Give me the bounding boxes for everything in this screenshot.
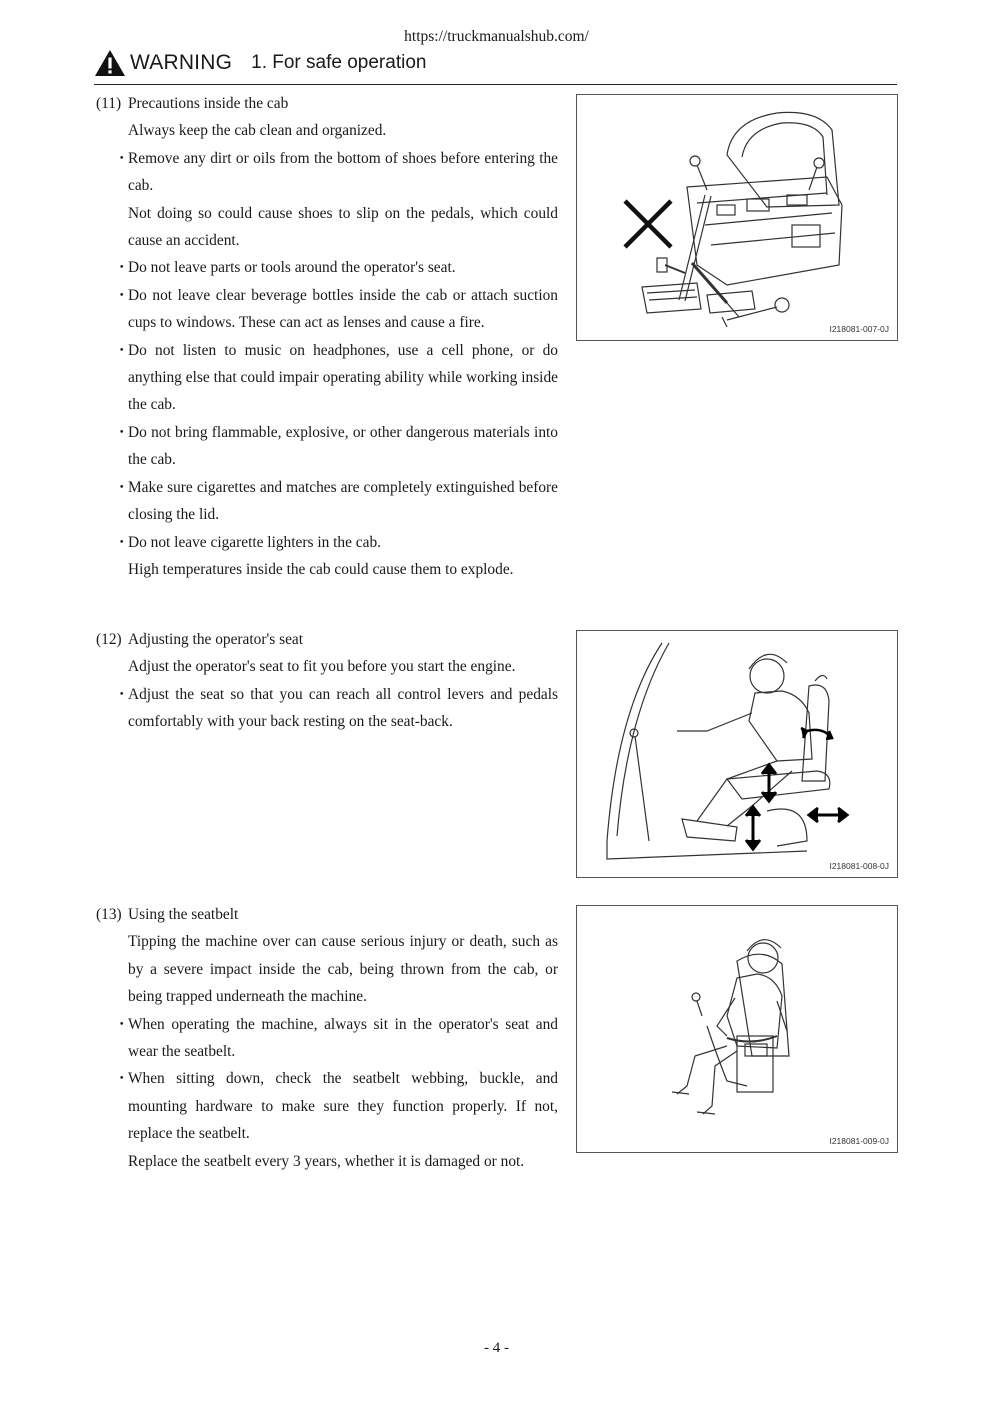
bullet-note: High temperatures inside the cab could cause them to explode. <box>128 560 514 578</box>
bullet-item <box>114 282 558 337</box>
bullet-mark: ・ <box>114 259 130 277</box>
bullet-item <box>114 419 558 474</box>
bullet-mark: ・ <box>114 533 130 551</box>
section-12 <box>96 626 558 736</box>
bullet-mark: ・ <box>114 478 130 496</box>
figure-seat-adjust <box>576 630 898 878</box>
bullet-mark: ・ <box>114 1015 130 1033</box>
bullet-item <box>114 254 558 281</box>
bullet-text: Remove any dirt or oils from the bottom of shoes before entering the cab. <box>128 149 558 195</box>
bullet-note: Not doing so could cause shoes to slip on the pedals, which could cause an accident. <box>128 204 558 250</box>
section-intro: Adjust the operator's seat to fit you before you start the engine. <box>128 658 516 676</box>
section-13 <box>96 901 558 1175</box>
vertical-arrow-icon <box>746 807 760 849</box>
bullet-text: Do not leave clear beverage bottles inside the cab or attach suction cups to windows. These can act as lenses and cause a fire. <box>128 286 558 332</box>
figure-id: I218081-009-0J <box>829 1136 889 1146</box>
horizontal-arrow-icon <box>809 808 847 822</box>
bullet-item <box>114 681 558 736</box>
bullet-text: When sitting down, check the seatbelt webbing, buckle, and mounting hardware to make sure they function properly. If not, replace the seatbelt. <box>128 1070 558 1143</box>
figure-id: I218081-007-0J <box>829 324 889 334</box>
section-heading: Precautions inside the cab <box>128 95 289 112</box>
bullet-mark: ・ <box>114 685 130 703</box>
section-title: 1. For safe operation <box>251 52 427 73</box>
bullet-mark: ・ <box>114 1070 130 1088</box>
figure-id: I218081-008-0J <box>829 861 889 871</box>
section-heading: Using the seatbelt <box>128 906 239 923</box>
hammer-icon <box>657 258 685 273</box>
header-rule <box>94 84 897 85</box>
vertical-arrow-icon <box>762 765 776 801</box>
bullet-text: Adjust the seat so that you can reach all control levers and pedals comfortably with your back resting on the seat-back. <box>128 685 558 731</box>
warning-triangle-icon <box>94 49 126 77</box>
bullet-item <box>114 474 558 529</box>
section-11 <box>96 90 558 583</box>
source-url: https://truckmanualshub.com/ <box>404 28 589 45</box>
bullet-text: Do not listen to music on headphones, use a cell phone, or do anything else that could impair operating ability while working inside the cab. <box>128 341 558 414</box>
seat-adjust-illustration <box>577 631 897 877</box>
warning-label: WARNING <box>130 51 233 74</box>
figure-seatbelt <box>576 905 898 1153</box>
bullet-mark: ・ <box>114 341 130 359</box>
cross-mark-icon <box>625 201 671 247</box>
bullet-item <box>114 1065 558 1147</box>
section-number: (13) <box>96 906 122 923</box>
bullet-text: When operating the machine, always sit in the operator's seat and wear the seatbelt. <box>128 1015 558 1061</box>
cab-tools-illustration <box>577 95 897 340</box>
bullet-item <box>114 1011 558 1066</box>
page-number: - 4 - <box>484 1340 509 1356</box>
bullet-item <box>114 145 558 200</box>
seatbelt-illustration <box>577 906 897 1152</box>
bullet-text: Do not bring flammable, explosive, or other dangerous materials into the cab. <box>128 423 558 469</box>
bullet-text: Do not leave parts or tools around the operator's seat. <box>128 259 456 277</box>
bullet-text: Make sure cigarettes and matches are completely extinguished before closing the lid. <box>128 478 558 524</box>
section-intro: Always keep the cab clean and organized. <box>128 122 387 140</box>
bullet-mark: ・ <box>114 149 130 167</box>
bullet-mark: ・ <box>114 423 130 441</box>
wrench-icon <box>722 298 789 327</box>
page-header <box>94 48 426 78</box>
bullet-item <box>114 337 558 419</box>
section-number: (11) <box>96 95 122 112</box>
section-heading: Adjusting the operator's seat <box>128 631 304 648</box>
bullet-item <box>114 529 558 556</box>
bullet-text: Do not leave cigarette lighters in the cab. <box>128 533 381 551</box>
section-intro: Tipping the machine over can cause serious injury or death, such as by a severe impact inside the cab, being thrown from the cab, or being trapped underneath the machine. <box>128 933 558 1006</box>
bullet-note: Replace the seatbelt every 3 years, whether it is damaged or not. <box>128 1152 525 1170</box>
figure-cab-clutter <box>576 94 898 341</box>
bullet-mark: ・ <box>114 286 130 304</box>
section-number: (12) <box>96 631 122 648</box>
